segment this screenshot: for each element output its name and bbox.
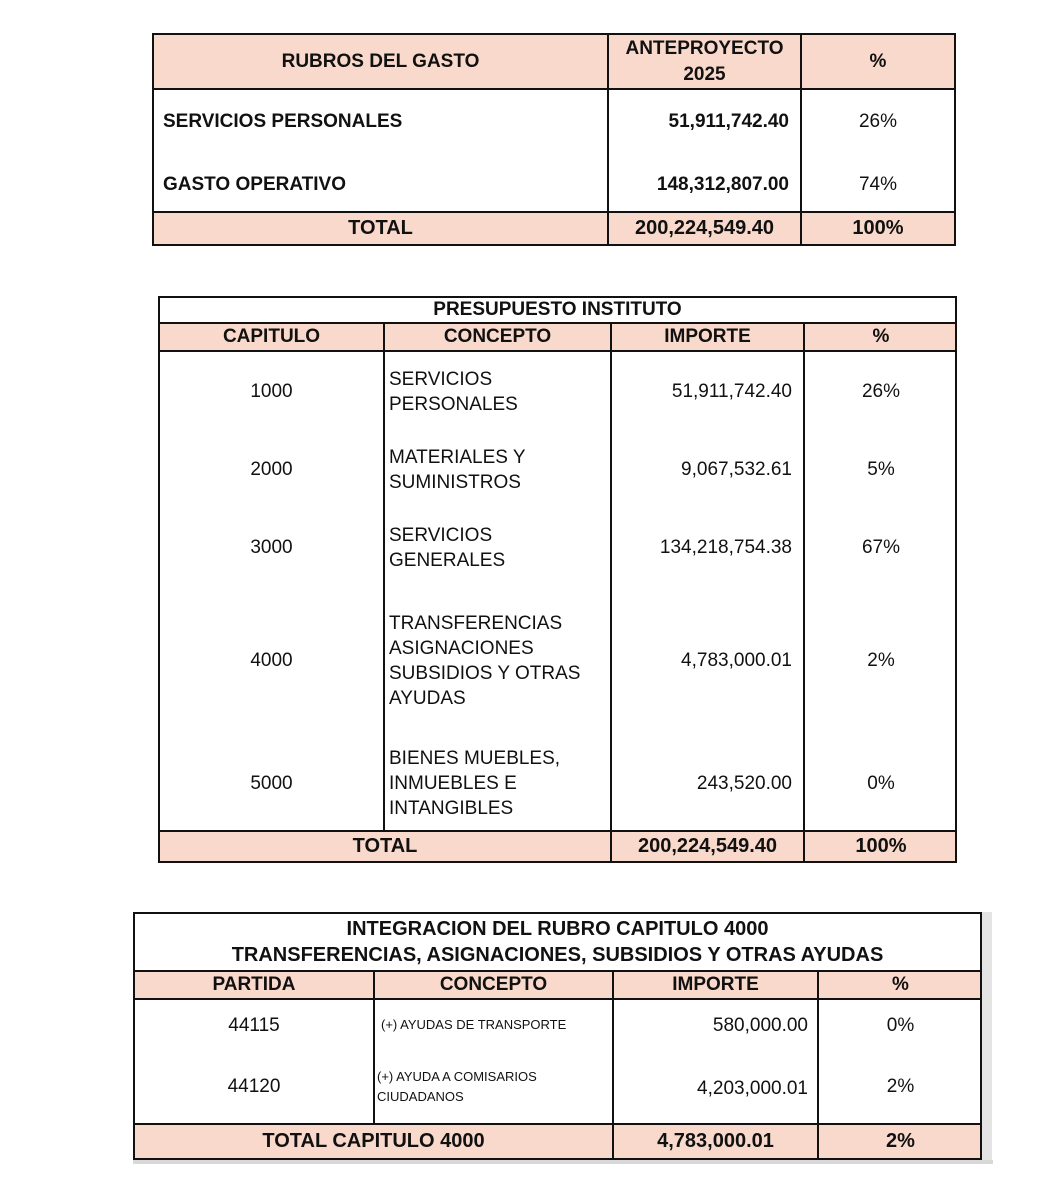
header-anteproyecto: ANTEPROYECTO 2025 (625, 37, 784, 85)
header-concepto: CONCEPTO (443, 326, 552, 347)
row-percent: 26% (858, 111, 898, 132)
row-concepto: SERVICIOS PERSONALES (163, 111, 403, 132)
total-importe: 200,224,549.40 (637, 835, 778, 857)
rubros-gasto-table (152, 33, 956, 246)
row-capitulo: 4000 (250, 650, 293, 671)
row-partida: 44120 (227, 1076, 281, 1097)
row-capitulo: 2000 (250, 459, 293, 480)
total-label: TOTAL (352, 835, 418, 857)
row-concepto: SERVICIOS PERSONALES (389, 369, 518, 415)
header-percent: % (872, 326, 890, 347)
row-importe: 51,911,742.40 (671, 381, 792, 402)
row-importe: 580,000.00 (712, 1015, 808, 1036)
header-percent: % (892, 974, 909, 995)
total-percent: 100% (852, 217, 904, 239)
row-percent: 74% (858, 174, 898, 195)
page-edge-shadow (982, 912, 992, 1164)
header-concepto: CONCEPTO (439, 974, 548, 995)
row-capitulo: 1000 (250, 381, 293, 402)
page-edge-shadow (133, 1160, 993, 1164)
row-percent: 0% (886, 1015, 915, 1036)
total-label: TOTAL (348, 217, 413, 239)
row-capitulo: 3000 (250, 537, 293, 558)
row-percent: 0% (867, 773, 895, 794)
table-title: PRESUPUESTO INSTITUTO (433, 299, 682, 320)
header-capitulo: CAPITULO (222, 326, 321, 347)
header-partida: PARTIDA (212, 974, 296, 995)
total-label: TOTAL CAPITULO 4000 (262, 1130, 485, 1152)
row-importe: 51,911,742.40 (668, 111, 789, 132)
total-percent: 2% (886, 1130, 915, 1152)
row-percent: 67% (861, 537, 901, 558)
table-title-line2: TRANSFERENCIAS, ASIGNACIONES, SUBSIDIOS Y OTRAS AYUDAS (231, 943, 884, 966)
row-percent: 2% (886, 1076, 915, 1097)
table-title-line1: INTEGRACION DEL RUBRO CAPITULO 4000 (346, 917, 769, 940)
integracion-capitulo-4000-table (133, 912, 982, 1160)
total-percent: 100% (855, 835, 907, 857)
row-importe: 4,203,000.01 (697, 1078, 808, 1099)
total-importe: 200,224,549.40 (634, 217, 775, 239)
header-importe: IMPORTE (672, 974, 759, 995)
row-importe: 148,312,807.00 (656, 174, 789, 195)
row-capitulo: 5000 (250, 773, 293, 794)
total-importe: 4,783,000.01 (657, 1130, 774, 1152)
row-percent: 5% (867, 459, 895, 480)
row-importe: 243,520.00 (696, 773, 792, 794)
row-concepto: MATERIALES Y SUMINISTROS (389, 447, 526, 493)
row-percent: 2% (867, 650, 895, 671)
row-percent: 26% (861, 381, 901, 402)
row-concepto: SERVICIOS GENERALES (389, 525, 506, 571)
row-concepto: GASTO OPERATIVO (163, 174, 346, 195)
row-importe: 9,067,532.61 (681, 459, 792, 480)
row-importe: 4,783,000.01 (681, 650, 792, 671)
row-concepto: (+) AYUDAS DE TRANSPORTE (381, 1016, 567, 1032)
row-partida: 44115 (228, 1015, 280, 1036)
row-concepto: (+) AYUDA A COMISARIOS CIUDADANOS (377, 1069, 537, 1104)
header-importe: IMPORTE (664, 326, 751, 347)
row-importe: 134,218,754.38 (659, 537, 792, 558)
header-rubros: RUBROS DEL GASTO (281, 50, 480, 72)
row-concepto: BIENES MUEBLES, INMUEBLES E INTANGIBLES (389, 748, 561, 819)
header-percent: % (869, 50, 887, 72)
row-concepto: TRANSFERENCIAS ASIGNACIONES SUBSIDIOS Y OTRAS AYUDAS (389, 613, 581, 709)
presupuesto-instituto-table (158, 296, 957, 863)
